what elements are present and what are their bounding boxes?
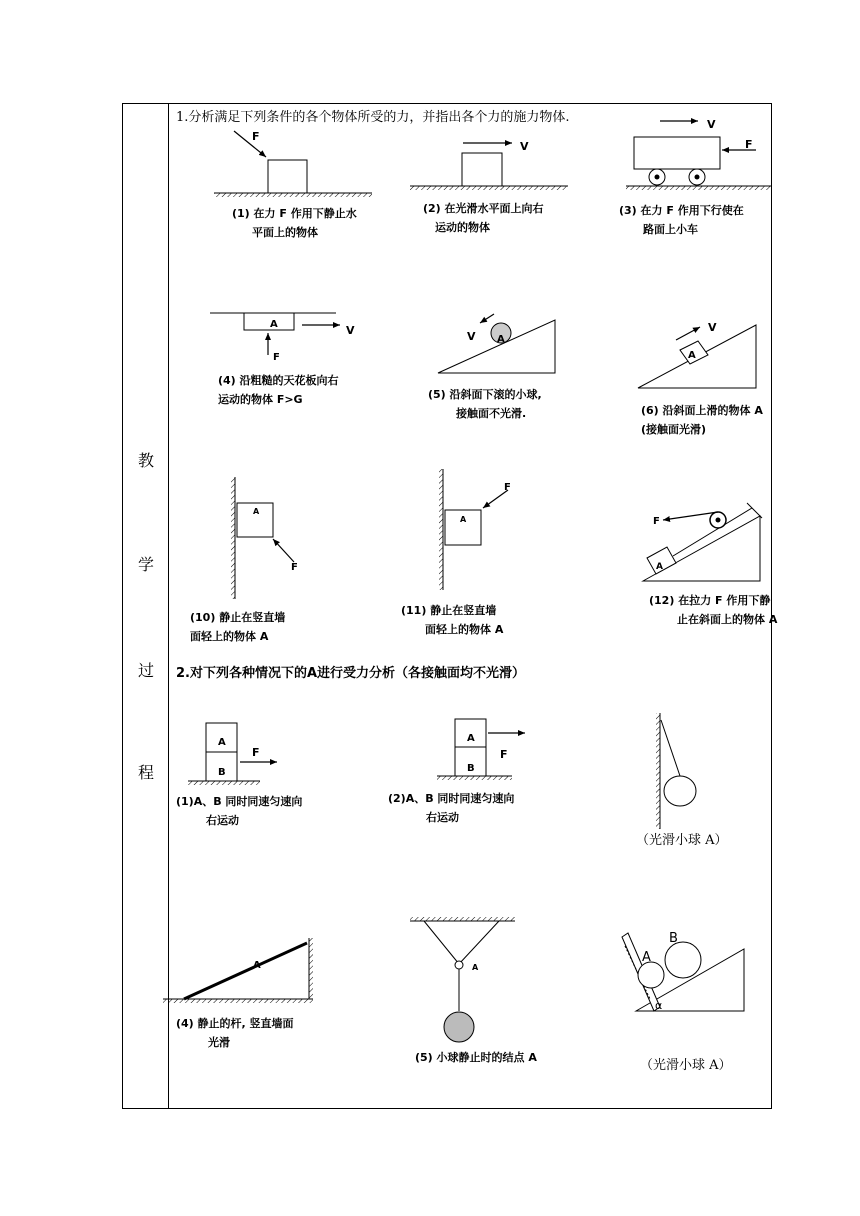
label-f: F: [252, 746, 260, 759]
figure-2-4: [163, 938, 313, 1003]
label-a: A: [497, 334, 505, 345]
label-f: F: [504, 482, 511, 493]
side-label-char: 教: [138, 451, 155, 470]
label-v: V: [520, 140, 529, 153]
figure-1-1: [214, 130, 372, 197]
label-alpha: α: [655, 999, 663, 1012]
label-a: A: [270, 319, 278, 330]
label-a: A: [642, 950, 651, 965]
label-a: A: [218, 737, 226, 748]
caption-1-5: (5) 沿斜面下滚的小球, 接触面不光滑.: [428, 388, 542, 420]
caption-1-1: (1) 在力 F 作用下静止水 平面上的物体: [232, 207, 357, 239]
figure-2-5: [410, 917, 515, 1042]
heading-part2: 2.对下列各种情况下的A进行受力分析（各接触面均不光滑）: [176, 666, 526, 681]
side-label-char: 学: [138, 555, 155, 574]
figure-2-1: [188, 723, 277, 785]
caption-1-11: (11) 静止在竖直墙 面轻上的物体 A: [401, 604, 504, 636]
figure-2-3: [656, 713, 696, 829]
label-a: A: [467, 733, 475, 744]
caption-1-6: (6) 沿斜面上滑的物体 A (接触面光滑): [641, 404, 763, 436]
caption-1-4: (4) 沿粗糙的天花板向右 运动的物体 F>G: [218, 374, 339, 406]
label-b: B: [669, 931, 678, 946]
label-f: F: [273, 352, 280, 363]
label-f: F: [500, 748, 508, 761]
figure-1-2: [410, 140, 568, 190]
figure-1-3: [626, 137, 772, 190]
figure-1-5: [438, 314, 555, 373]
label-a: A: [460, 515, 467, 524]
figure-2-2: [437, 719, 525, 780]
figure-1-11: [439, 469, 511, 590]
label-a: A: [472, 963, 479, 972]
caption-1-10: (10) 静止在竖直墙 面轻上的物体 A: [190, 611, 286, 643]
label-v: V: [346, 324, 355, 337]
caption-1-12: (12) 在拉力 F 作用下静 止在斜面上的物体 A: [649, 594, 778, 626]
label-f: F: [653, 516, 660, 527]
side-label-char: 过: [138, 661, 155, 680]
label-a: A: [688, 350, 696, 361]
caption-2-3: （光滑小球 A）: [636, 833, 728, 848]
label-f: F: [252, 130, 260, 143]
label-a: A: [253, 960, 261, 971]
figure-2-6: [622, 931, 744, 1012]
caption-2-4: (4) 静止的杆, 竖直墙面 光滑: [176, 1017, 294, 1049]
caption-2-2: (2)A、B 同时同速匀速向 右运动: [388, 792, 515, 824]
label-v: V: [707, 118, 716, 131]
caption-2-6: （光滑小球 A）: [640, 1058, 732, 1073]
label-b: B: [467, 763, 475, 774]
label-f: F: [291, 562, 298, 573]
heading-part1: 1.分析满足下列条件的各个物体所受的力，并指出各个力的施力物体.: [176, 110, 570, 125]
label-f: F: [745, 138, 753, 151]
figure-1-12: [643, 503, 762, 581]
side-label-char: 程: [138, 763, 155, 782]
caption-2-1: (1)A、B 同时同速匀速向 右运动: [176, 795, 303, 827]
label-b: B: [218, 767, 226, 778]
label-a: A: [656, 562, 663, 572]
figure-1-4: [210, 313, 355, 363]
figure-1-10: [231, 477, 298, 599]
caption-1-3: (3) 在力 F 作用下行使在 路面上小车: [619, 204, 744, 236]
label-v: V: [708, 321, 717, 334]
figure-1-6: [638, 321, 756, 388]
heading-velocity-arrow: [660, 118, 716, 131]
label-a: A: [253, 507, 260, 516]
label-v: V: [467, 330, 476, 343]
caption-1-2: (2) 在光滑水平面上向右 运动的物体: [423, 202, 544, 234]
caption-2-5: (5) 小球静止时的结点 A: [415, 1051, 537, 1064]
